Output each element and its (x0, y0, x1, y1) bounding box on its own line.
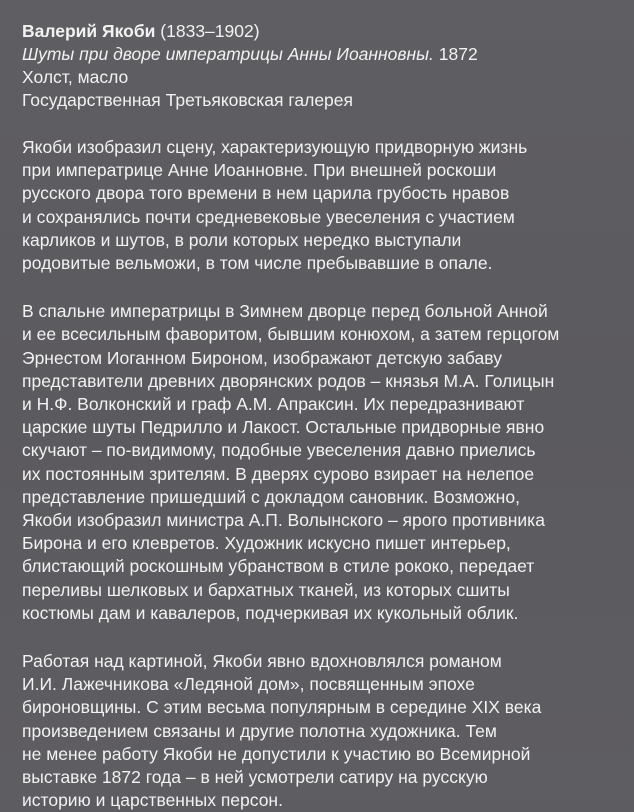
text-line: при императрице Анне Иоанновне. При внешней роскоши (22, 160, 497, 181)
artwork-medium: Холст, масло (22, 67, 129, 87)
artist-line (22, 20, 616, 43)
text-line: историю и царственных персон. (22, 790, 283, 811)
artwork-collection: Государственная Третьяковская галерея (22, 90, 353, 110)
text-line: их постоянным зрителям. В дверях сурово взирает на нелепое (22, 463, 535, 484)
text-line: выставке 1872 года – в ней усмотрели сатиру на русскую (22, 767, 488, 788)
text-line: не менее работу Якоби не допустили к участию во Всемирной (22, 743, 531, 764)
artwork-header (22, 20, 616, 112)
text-line: костюмы дам и кавалеров, подчеркивая их кукольный облик. (22, 602, 519, 623)
text-line: И.И. Лажечникова «Ледяной дом», посвященным эпохе (22, 674, 475, 695)
text-line: русского двора того времени в нем царила грубость нравов (22, 183, 510, 204)
text-line: представители древних дворянских родов – князья М.А. Голицын (22, 370, 555, 391)
text-line: представление пришедший с докладом сановник. Возможно, (22, 486, 520, 507)
text-line: царские шуты Педрилло и Лакост. Остальные придворные явно (22, 417, 545, 438)
artwork-title: Шуты при дворе императрицы Анны Иоанновны. (22, 44, 434, 64)
text-line: родовитые вельможи, в том числе пребывавшие в опале. (22, 253, 493, 274)
text-line: Бирона и его клевретов. Художник искусно пишет интерьер, (22, 533, 511, 554)
title-line (22, 43, 616, 66)
text-line: переливы шелковых и бархатных тканей, из которых сшиты (22, 579, 510, 600)
paragraph-3 (22, 650, 616, 812)
paragraph-1 (22, 136, 616, 275)
text-line: и ее всесильным фаворитом, бывшим конюхом, а затем герцогом (22, 324, 560, 345)
text-line: Работая над картиной, Якоби явно вдохновлялся романом (22, 651, 502, 672)
text-line: скучают – по-видимому, подобные увеселения давно приелись (22, 440, 536, 461)
text-line: карликов и шутов, в роли которых нередко выступали (22, 229, 462, 250)
text-line: В спальне императрицы в Зимнем дворце перед больной Анной (22, 301, 548, 322)
text-line: и сохранялись почти средневековые увеселения с участием (22, 206, 515, 227)
text-line: Якоби изобразил сцену, характеризующую придворную жизнь (22, 137, 528, 157)
artist-years: (1833–1902) (160, 21, 260, 41)
artist-name: Валерий Якоби (22, 21, 156, 41)
text-line: Якоби изобразил министра А.П. Волынского – ярого противника (22, 510, 545, 531)
artwork-year: 1872 (438, 44, 478, 64)
text-line: и Н.Ф. Волконский и граф А.М. Апраксин. Их передразнивают (22, 394, 525, 415)
text-line: бироновщины. С этим весьма популярным в середине XIX века (22, 697, 542, 718)
paragraph-2 (22, 300, 616, 625)
text-line: произведением связаны и другие полотна художника. Тем (22, 720, 497, 741)
text-line: блистающий роскошным убранством в стиле рококо, передает (22, 556, 535, 577)
text-line: Эрнестом Иоганном Бироном, изображают детскую забаву (22, 347, 502, 368)
